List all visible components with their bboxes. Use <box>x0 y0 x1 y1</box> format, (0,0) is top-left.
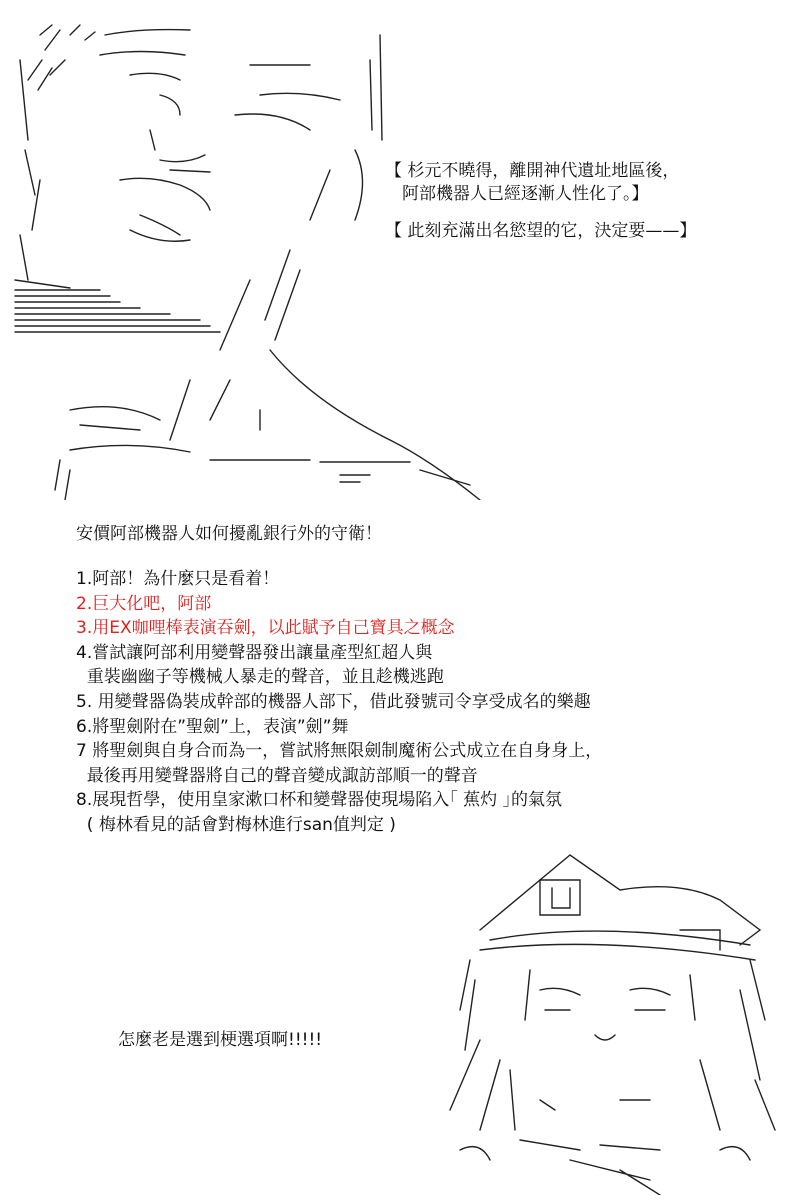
option-line: 最後再用變聲器將自己的聲音變成諏訪部順一的聲音 <box>76 765 478 786</box>
option-line: 2.巨大化吧，阿部 <box>76 593 212 614</box>
hat-girl-ascii-art <box>420 850 790 1195</box>
option-line: 8.展現哲學，使用皇家漱口杯和變聲器使現場陷入｢ 蕉灼 ｣的氣氛 <box>76 790 563 811</box>
option-line: 1.阿部！為什麼只是看着！ <box>76 569 280 589</box>
option-line: ( 梅林看見的話會對梅林進行san值判定 ) <box>76 814 396 835</box>
abe-robot-ascii-art <box>10 20 500 500</box>
footer-comment: 怎麼老是選到梗選項啊!!!!! <box>118 1030 323 1050</box>
option-line: 4.嘗試讓阿部利用變聲器發出讓量產型紅超人與 <box>76 642 433 663</box>
options-list <box>76 567 602 838</box>
question-title: 安價阿部機器人如何擾亂銀行外的守衛！ <box>76 524 382 544</box>
narration-speech <box>385 160 785 243</box>
option-line: 5. 用變聲器偽裝成幹部的機器人部下，借此發號司令享受成名的樂趣 <box>76 691 591 712</box>
option-line: 3.用EX咖哩棒表演吞劍，以此賦予自己寶具之概念 <box>76 618 455 639</box>
speech-line-1: 【 杉元不曉得，離開神代遺址地區後， <box>385 161 680 181</box>
option-line: 7 將聖劍與自身合而為一，嘗試將無限劍制魔術公式成立在自身身上， <box>76 741 603 762</box>
speech-line-3: 【 此刻充滿出名慾望的它，決定要——】 <box>385 221 697 241</box>
option-line: 重裝幽幽子等機械人暴走的聲音，並且趁機逃跑 <box>76 667 444 688</box>
option-line: 6.將聖劍附在”聖劍”上，表演”劍”舞 <box>76 716 349 737</box>
speech-line-2: 阿部機器人已經逐漸人性化了。】 <box>385 184 649 204</box>
